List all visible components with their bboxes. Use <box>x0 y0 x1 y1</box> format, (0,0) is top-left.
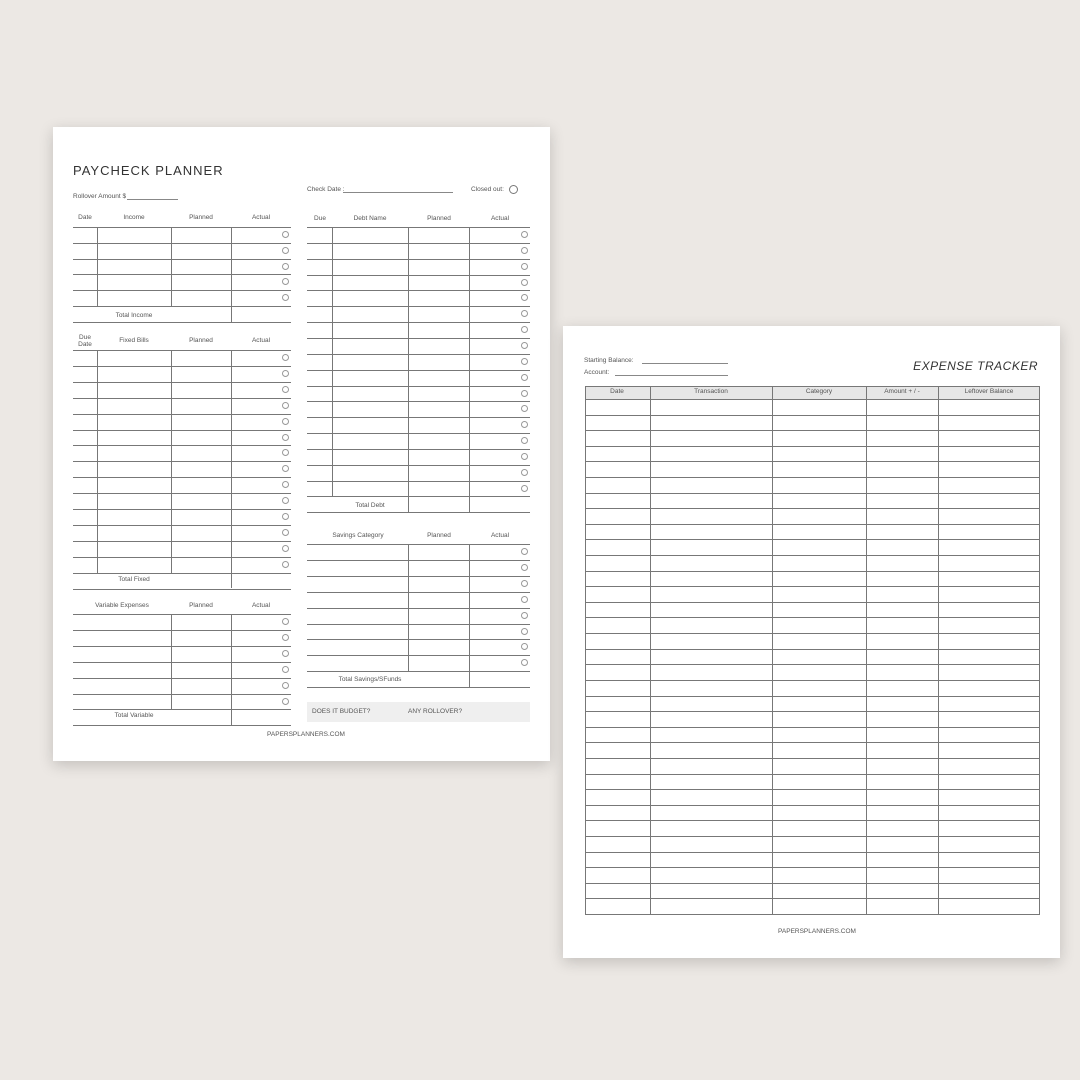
total-savings-label: Total Savings/SFunds <box>338 676 402 683</box>
table-row <box>585 586 1039 587</box>
expense-header-date: Date <box>610 388 624 395</box>
table-row <box>307 592 530 593</box>
column-divider <box>231 227 232 306</box>
expense-tracker-page <box>563 326 1060 958</box>
paid-checkbox[interactable] <box>521 294 528 301</box>
column-divider <box>231 709 232 725</box>
column-divider <box>1039 386 1040 915</box>
footer-website: PAPERSPLANNERS.COM <box>267 731 345 738</box>
paid-checkbox[interactable] <box>521 548 528 555</box>
table-row <box>585 477 1039 478</box>
paid-checkbox[interactable] <box>282 354 289 361</box>
table-row <box>307 417 530 418</box>
table-row <box>585 805 1039 806</box>
table-row <box>307 259 530 260</box>
table-row <box>585 602 1039 603</box>
table-row <box>585 867 1039 868</box>
table-row <box>307 465 530 466</box>
fixed-header-planned: Planned <box>189 337 213 344</box>
table-row <box>307 608 530 609</box>
total-row <box>307 512 530 513</box>
page-title: PAYCHECK PLANNER <box>73 163 224 178</box>
column-divider <box>231 573 232 589</box>
total-income-label: Total Income <box>115 312 153 319</box>
table-top-rule <box>73 350 291 351</box>
table-row <box>585 680 1039 681</box>
table-row <box>73 430 291 431</box>
table-top-rule <box>73 227 291 228</box>
variable-header-expenses: Variable Expenses <box>95 602 149 609</box>
table-row <box>307 624 530 625</box>
table-row <box>585 789 1039 790</box>
variable-header-actual: Actual <box>251 602 271 609</box>
table-row <box>73 493 291 494</box>
paid-checkbox[interactable] <box>282 618 289 625</box>
paycheck-planner-page <box>53 127 550 761</box>
table-row <box>307 639 530 640</box>
starting-balance-label: Starting Balance: <box>584 357 634 364</box>
paid-checkbox[interactable] <box>282 278 289 285</box>
column-divider <box>97 227 98 306</box>
income-header-income: Income <box>123 214 145 221</box>
table-row <box>307 275 530 276</box>
table-row <box>307 386 530 387</box>
table-row <box>585 415 1039 416</box>
table-row <box>73 678 291 679</box>
paid-checkbox[interactable] <box>282 698 289 705</box>
does-it-budget-label: DOES IT BUDGET? <box>312 708 371 715</box>
paid-checkbox[interactable] <box>521 231 528 238</box>
paid-checkbox[interactable] <box>282 497 289 504</box>
closed-out-label: Closed out: <box>471 186 504 193</box>
footer-website: PAPERSPLANNERS.COM <box>778 928 856 935</box>
income-header-date: Date <box>78 214 92 221</box>
header-bottom-rule <box>585 399 1039 400</box>
table-row <box>73 477 291 478</box>
table-row <box>307 243 530 244</box>
paid-checkbox[interactable] <box>282 418 289 425</box>
table-row <box>307 449 530 450</box>
column-divider <box>469 544 470 671</box>
column-divider <box>866 386 867 915</box>
column-divider <box>938 386 939 915</box>
paid-checkbox[interactable] <box>282 231 289 238</box>
column-divider <box>772 386 773 915</box>
expense-header-amount: Amount + / - <box>884 388 920 395</box>
paid-checkbox[interactable] <box>521 580 528 587</box>
table-row <box>73 366 291 367</box>
column-divider <box>469 227 470 496</box>
total-fixed-label: Total Fixed <box>118 576 150 583</box>
paid-checkbox[interactable] <box>282 465 289 472</box>
total-row <box>73 322 291 323</box>
table-row <box>585 539 1039 540</box>
paid-checkbox[interactable] <box>282 402 289 409</box>
table-row <box>307 433 530 434</box>
paid-checkbox[interactable] <box>521 263 528 270</box>
total-row <box>73 589 291 590</box>
table-row <box>585 649 1039 650</box>
fixed-header-actual: Actual <box>251 337 271 344</box>
table-row <box>585 617 1039 618</box>
table-row <box>585 914 1039 915</box>
total-variable-label: Total Variable <box>114 712 154 719</box>
income-header-planned: Planned <box>189 214 213 221</box>
column-divider <box>650 386 651 915</box>
paid-checkbox[interactable] <box>282 545 289 552</box>
paid-checkbox[interactable] <box>282 561 289 568</box>
closed-out-checkbox[interactable] <box>509 185 518 194</box>
table-row <box>585 820 1039 821</box>
account-field[interactable] <box>615 375 728 376</box>
table-row <box>585 430 1039 431</box>
account-label: Account: <box>584 369 610 376</box>
paid-checkbox[interactable] <box>282 650 289 657</box>
debt-header-due: Due <box>314 215 326 222</box>
table-row <box>585 774 1039 775</box>
table-row <box>73 382 291 383</box>
paid-checkbox[interactable] <box>282 529 289 536</box>
table-row <box>307 576 530 577</box>
debt-header-debt-name: Debt Name <box>353 215 387 222</box>
table-row <box>73 509 291 510</box>
paid-checkbox[interactable] <box>521 342 528 349</box>
column-divider <box>332 227 333 496</box>
table-row <box>73 646 291 647</box>
paid-checkbox[interactable] <box>521 279 528 286</box>
table-row <box>307 322 530 323</box>
paid-checkbox[interactable] <box>521 564 528 571</box>
table-row <box>585 727 1039 728</box>
table-row <box>307 496 530 497</box>
table-row <box>73 630 291 631</box>
rollover-amount-field[interactable] <box>127 199 178 200</box>
column-divider <box>171 614 172 709</box>
paid-checkbox[interactable] <box>282 666 289 673</box>
column-divider <box>408 496 409 512</box>
column-divider <box>469 496 470 512</box>
table-row <box>585 758 1039 759</box>
debt-header-planned: Planned <box>427 215 451 222</box>
paid-checkbox[interactable] <box>282 481 289 488</box>
paid-checkbox[interactable] <box>521 643 528 650</box>
table-row <box>73 414 291 415</box>
paid-checkbox[interactable] <box>521 390 528 397</box>
column-divider <box>408 227 409 496</box>
table-row <box>307 671 530 672</box>
table-top-rule <box>585 386 1039 387</box>
table-row <box>73 274 291 275</box>
table-row <box>307 560 530 561</box>
expense-header-category: Category <box>805 388 833 395</box>
paid-checkbox[interactable] <box>521 326 528 333</box>
total-row <box>307 687 530 688</box>
table-row <box>585 633 1039 634</box>
table-row <box>73 290 291 291</box>
column-divider <box>171 227 172 306</box>
column-divider <box>171 350 172 573</box>
paid-checkbox[interactable] <box>521 612 528 619</box>
table-row <box>73 243 291 244</box>
table-row <box>585 571 1039 572</box>
paid-checkbox[interactable] <box>282 294 289 301</box>
total-row <box>73 725 291 726</box>
check-date-label: Check Date : <box>307 186 345 193</box>
table-row <box>307 370 530 371</box>
table-row <box>307 338 530 339</box>
paid-checkbox[interactable] <box>521 374 528 381</box>
column-divider <box>97 350 98 573</box>
table-top-rule <box>307 227 530 228</box>
paid-checkbox[interactable] <box>521 453 528 460</box>
rollover-amount-label: Rollover Amount $ <box>73 193 127 200</box>
table-row <box>585 493 1039 494</box>
paid-checkbox[interactable] <box>521 310 528 317</box>
table-row <box>73 694 291 695</box>
paid-checkbox[interactable] <box>521 358 528 365</box>
paid-checkbox[interactable] <box>521 421 528 428</box>
table-row <box>73 573 291 574</box>
table-row <box>307 401 530 402</box>
table-row <box>307 354 530 355</box>
table-row <box>585 742 1039 743</box>
table-row <box>585 664 1039 665</box>
column-divider <box>469 671 470 687</box>
paid-checkbox[interactable] <box>521 405 528 412</box>
table-row <box>73 398 291 399</box>
table-row <box>585 446 1039 447</box>
paid-checkbox[interactable] <box>282 370 289 377</box>
table-row <box>73 445 291 446</box>
table-row <box>73 557 291 558</box>
savings-header-planned: Planned <box>427 532 451 539</box>
paid-checkbox[interactable] <box>521 628 528 635</box>
table-row <box>73 306 291 307</box>
paid-checkbox[interactable] <box>282 434 289 441</box>
column-divider <box>231 306 232 322</box>
table-row <box>585 883 1039 884</box>
expense-header-leftover-balance: Leftover Balance <box>964 388 1014 395</box>
table-row <box>585 852 1039 853</box>
starting-balance-field[interactable] <box>642 363 728 364</box>
paid-checkbox[interactable] <box>521 659 528 666</box>
paid-checkbox[interactable] <box>282 386 289 393</box>
table-row <box>73 541 291 542</box>
table-row <box>73 709 291 710</box>
column-divider <box>231 614 232 709</box>
table-row <box>73 259 291 260</box>
table-row <box>73 461 291 462</box>
paid-checkbox[interactable] <box>521 596 528 603</box>
paid-checkbox[interactable] <box>282 513 289 520</box>
table-row <box>73 662 291 663</box>
paid-checkbox[interactable] <box>282 449 289 456</box>
table-row <box>585 508 1039 509</box>
table-row <box>307 655 530 656</box>
table-top-rule <box>73 614 291 615</box>
paid-checkbox[interactable] <box>282 263 289 270</box>
expense-header-transaction: Transaction <box>694 388 728 395</box>
fixed-header-due-date: Due Date <box>78 334 92 348</box>
table-row <box>585 555 1039 556</box>
paid-checkbox[interactable] <box>282 634 289 641</box>
any-rollover-label: ANY ROLLOVER? <box>408 708 463 715</box>
paid-checkbox[interactable] <box>521 247 528 254</box>
column-divider <box>231 350 232 573</box>
paid-checkbox[interactable] <box>282 247 289 254</box>
table-row <box>585 696 1039 697</box>
paid-checkbox[interactable] <box>521 485 528 492</box>
paid-checkbox[interactable] <box>521 437 528 444</box>
variable-header-planned: Planned <box>189 602 213 609</box>
debt-header-actual: Actual <box>490 215 510 222</box>
table-row <box>585 524 1039 525</box>
table-row <box>585 898 1039 899</box>
fixed-header-fixed-bills: Fixed Bills <box>119 337 149 344</box>
table-row <box>585 711 1039 712</box>
table-row <box>585 836 1039 837</box>
column-divider <box>408 544 409 671</box>
table-row <box>307 290 530 291</box>
total-debt-label: Total Debt <box>355 502 385 509</box>
savings-header-actual: Actual <box>490 532 510 539</box>
table-row <box>585 461 1039 462</box>
table-row <box>307 306 530 307</box>
table-row <box>73 525 291 526</box>
income-header-actual: Actual <box>251 214 271 221</box>
page-title: EXPENSE TRACKER <box>913 359 1038 373</box>
check-date-field[interactable] <box>343 192 453 193</box>
paid-checkbox[interactable] <box>282 682 289 689</box>
table-top-rule <box>307 544 530 545</box>
column-divider <box>585 386 586 915</box>
savings-header-category: Savings Category <box>332 532 384 539</box>
paid-checkbox[interactable] <box>521 469 528 476</box>
table-row <box>307 481 530 482</box>
